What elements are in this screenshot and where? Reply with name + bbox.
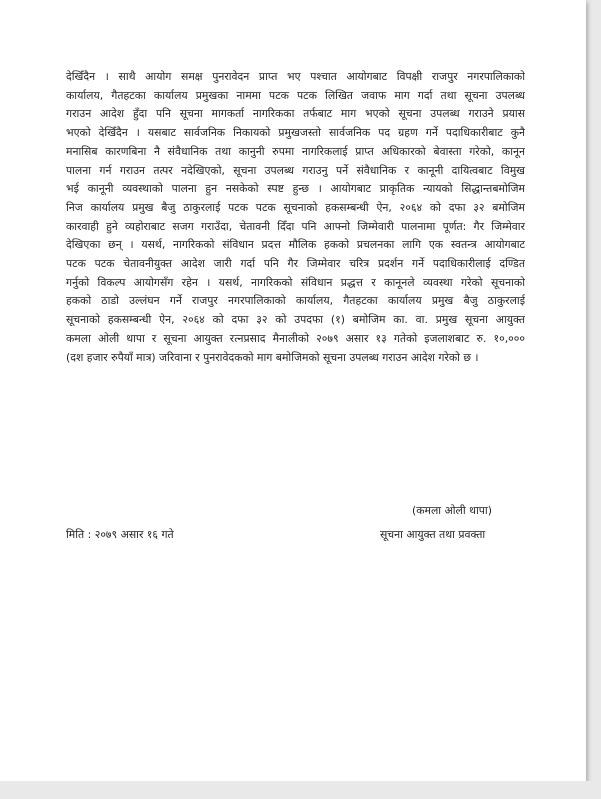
paragraph-line: गर्नुको विकल्प आयोगसँग रहेन । यसर्थ, नागरिकको संविधान प्रद्धत्त र कानूनले व्यवस्था गरेको सूचनाको — [66, 275, 525, 289]
signatory-name: (कमला ओली थापा) — [412, 504, 492, 517]
order-paragraph — [66, 68, 525, 367]
paragraph-line: कारवाही हुने व्यहोराबाट सजग गराउँदा, चेतावनी दिँदा पनि आफ्नो जिम्मेवारी पालनामा पूर्णत: गैर जिम्मेवार — [66, 219, 525, 233]
paragraph-line: कार्यालय, गैतहटका कार्यालय प्रमुखका नाममा पटक पटक लिखित जवाफ माग गर्दा तथा सूचना उपलब्ध — [66, 88, 525, 102]
date-line: मिति : २०७९ असार १६ गते — [66, 528, 174, 541]
paragraph-line: मनासिब कारणबिना नै संवैधानिक तथा कानुनी रुपमा नागरिकलाई प्राप्त अधिकारको बेवास्ता गरेको, कानून — [66, 144, 525, 158]
paragraph-line: देखिएका छन् । यसर्थ, नागरिकको संविधान प्रदत्त मौलिक हकको प्रचलनका लागि एक स्वतन्त्र आयोगबाट — [66, 238, 525, 252]
paragraph-line: निज कार्यालय प्रमुख बैजु ठाकुरलाई पटक पटक सूचनाको हकसम्बन्धी ऐन, २०६४ को दफा ३२ बमोजिम — [66, 200, 525, 214]
paragraph-line: गराउन आदेश हुँदा पनि सूचना मागकर्ता नागरिकका तर्फबाट माग भएको सूचना उपलब्ध गराउने प्रयास — [66, 107, 525, 121]
paragraph-line: देखिँदैन । साथै आयोग समक्ष पुनरावेदन प्राप्त भए पश्चात आयोगबाट विपक्षी राजपुर नगरपालिकाको — [66, 70, 525, 83]
paragraph-line: सूचनाको हकसम्बन्धी ऐन, २०६४ को दफा ३२ को उपदफा (१) बमोजिम का. वा. प्रमुख सूचना आयुक्त — [66, 313, 525, 327]
viewer-background — [0, 781, 601, 799]
paragraph-line: भई कानूनी व्यवस्थाको पालना हुन नसकेको स्पष्ट हुन्छ । आयोगबाट प्राकृतिक न्यायको सिद्धान्तबमोजिम — [66, 182, 525, 196]
paragraph-line: पालना गर्न गराउन तत्पर नदेखिएको, सूचना उपलब्ध गराउनु पर्ने संवैधानिक र कानूनी दायित्वबाट विमुख — [66, 163, 525, 177]
signatory-title: सूचना आयुक्त तथा प्रवक्ता — [380, 528, 486, 541]
paragraph-line: पटक पटक चेतावनीयुक्त आदेश जारी गर्दा पनि गैर जिम्मेवार चरित्र प्रदर्शन गर्ने पदाधिकारीलाई दण्डित — [66, 257, 525, 271]
paragraph-line: कमला ओली थापा र सूचना आयुक्त रत्नप्रसाद मैनालीको २०७९ असार १३ गतेको इजलाशबाट रु. १०,००० — [66, 331, 525, 345]
paragraph-line: हकको ठाडो उल्लंघन गर्ने राजपुर नगरपालिकाको कार्यालय, गैतहटका कार्यालय प्रमुख बैजु ठाकुरलाई — [66, 294, 525, 308]
paragraph-line: भएको देखिँदैन । यसबाट सार्वजनिक निकायको प्रमुखजस्तो सार्वजनिक पद ग्रहण गर्ने पदाधिकारीबाट कुनै — [66, 126, 525, 140]
paragraph-line: (दश हजार रुपैयाँ मात्र) जरिवाना र पुनरावेदकको माग बमोजिमको सूचना उपलब्ध गराउन आदेश गरेको छ । — [66, 350, 479, 364]
